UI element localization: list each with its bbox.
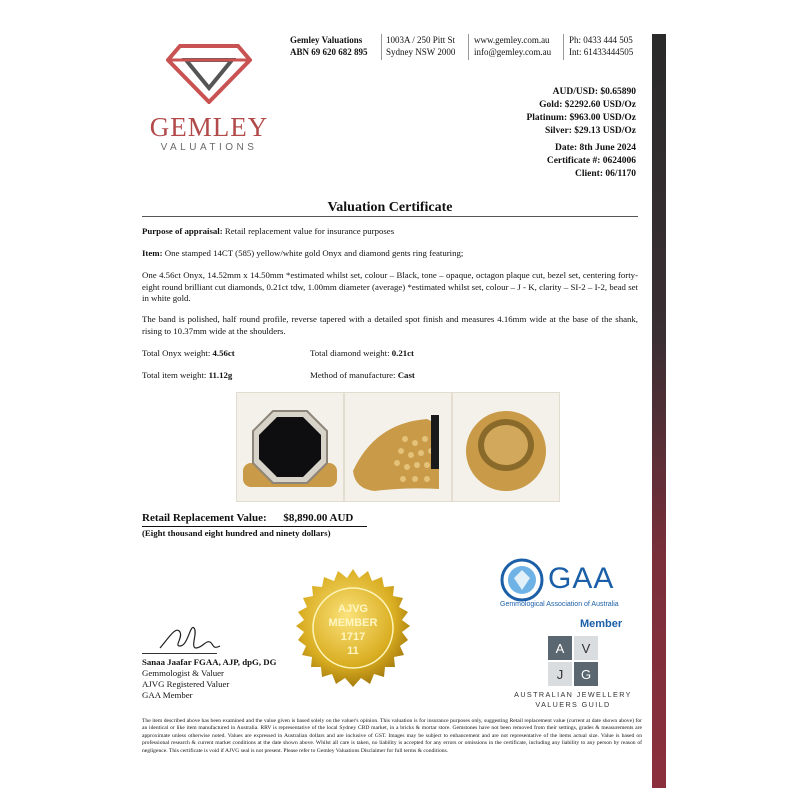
logo-subtitle: VALUATIONS (160, 142, 258, 153)
manufacture-method-label: Method of manufacture: (310, 370, 396, 380)
rate-gold: Gold: $2292.60 USD/Oz (539, 100, 636, 110)
signer-block (142, 657, 276, 701)
header-address (386, 34, 455, 58)
website-link[interactable]: www.gemley.com.au (474, 35, 550, 45)
signature-icon (150, 618, 230, 654)
header-divider (468, 34, 469, 60)
header-web (474, 34, 551, 58)
ring-back-photo (452, 392, 560, 502)
ajvg-letter-j: J (556, 667, 564, 682)
seal-line-3: 1717 (340, 631, 366, 643)
gaa-emblem-icon (500, 558, 544, 602)
item-weight-label: Total item weight: (142, 370, 207, 380)
header-company (290, 34, 368, 58)
purpose-line (142, 226, 638, 238)
cert-number: Certificate #: 0624006 (546, 156, 636, 166)
gaa-acronym: GAA (548, 562, 615, 595)
header-divider (381, 34, 382, 60)
item-label: Item: (142, 248, 163, 258)
ajvg-name-line-1: AUSTRALIAN JEWELLERY (514, 690, 632, 699)
retail-value-words: (Eight thousand eight hundred and ninety dollars) (142, 528, 331, 538)
seal-line-4: 11 (347, 645, 359, 657)
disclaimer-text: The item described above has been examined and the value given is based solely on the valuer's opinion. This valuation is for insurance purposes only, suggesting Retail replacement value (current at date shown above) for an identical or like item manufactured in Australia. RRV is representative of the local Sydney CBD market, in a bricks & mortar store. Gemstones have not been removed from their settings, grades & measurements are approximate unless otherwise noted. Values are expressed in Australian dollars and are inclusive of GST. Images may be subject to enhancement and are not representative of the items actual size. Value is based on professional research & current market conditions at the date shown above. Whilst all care is taken, no liability is accepted for any errors or omissions in the certificate, including any liability to any person by reason of negligence. This certificate is void if AJVG seal is not present. Please refer to Gemley Valuations Disclaimer for full terms & conditions. (142, 718, 642, 754)
address-line-2: Sydney NSW 2000 (386, 47, 456, 57)
rate-platinum: Platinum: $963.00 USD/Oz (526, 113, 636, 123)
retail-value-underline (142, 526, 367, 527)
company-name: Gemley Valuations (290, 35, 363, 45)
intl-number: Int: 61433444505 (569, 47, 634, 57)
item-line (142, 248, 638, 260)
retail-value-line (142, 512, 353, 524)
certificate-title: Valuation Certificate (327, 200, 453, 215)
description-paragraph-2: The band is polished, half round profile, reverse tapered with a detailed spot finish and measures 4.16mm wide at the base of the shank, rising to 10.37mm wide at the shoulders. (142, 314, 638, 336)
ajvg-letter-a: A (555, 641, 565, 656)
item-weight-value: 11.12g (208, 370, 233, 380)
client-number: Client: 06/1170 (575, 169, 636, 179)
gaa-full-name: Gemmological Association of Australia (500, 601, 619, 608)
seal-line-1: AJVG (338, 603, 368, 615)
onyx-weight-value: 4.56ct (212, 348, 235, 358)
gemley-logo (146, 42, 272, 153)
diamond-weight-label: Total diamond weight: (310, 348, 390, 358)
certificate-meta (547, 142, 636, 181)
diamond-logo-icon (166, 42, 252, 104)
purpose-value: Retail replacement value for insurance purposes (224, 226, 395, 236)
seal-line-2: MEMBER (328, 617, 378, 629)
ajvg-letter-v: V (581, 641, 591, 656)
phone-number: Ph: 0433 444 505 (569, 35, 633, 45)
header-divider (563, 34, 564, 60)
diamond-weight-value: 0.21ct (391, 348, 414, 358)
cert-date: Date: 8th June 2024 (554, 143, 636, 153)
address-line-1: 1003A / 250 Pitt St (386, 35, 456, 45)
purpose-label: Purpose of appraisal: (142, 226, 223, 236)
rate-silver: Silver: $29.13 USD/Oz (544, 126, 636, 136)
manufacture-method-value: Cast (397, 370, 415, 380)
retail-value-amount: $8,890.00 AUD (283, 512, 354, 524)
decorative-side-bar (652, 34, 666, 788)
item-value: One stamped 14CT (585) yellow/white gold Onyx and diamond gents ring featuring; (164, 248, 464, 258)
ajvg-logo-icon (548, 636, 598, 686)
header-phone (569, 34, 633, 58)
ajvg-name (508, 690, 638, 710)
item-weight (142, 370, 232, 380)
ajvg-name-line-2: VALUERS GUILD (535, 700, 611, 709)
description-paragraph-1: One 4.56ct Onyx, 14.52mm x 14.50mm *estimated whilst set, colour – Black, tone – opaque, octagon plaque cut, bezel set, centering forty-eight round brilliant cut diamonds, 0.21ct tdw, 1.00mm diameter (average) *estimated whilst set, colour – J - K, clarity – SI-2 – I-2, bead set in white gold. (142, 270, 638, 303)
ring-side-photo (344, 392, 452, 502)
ajvg-letter-g: G (580, 667, 592, 682)
logo-title: GEMLEY (149, 112, 269, 142)
ring-front-photo (236, 392, 344, 502)
email-link[interactable]: info@gemley.com.au (474, 47, 552, 57)
signer-role-2: AJVG Registered Valuer (142, 679, 230, 689)
diamond-weight (310, 348, 414, 358)
ajvg-gold-seal-icon (290, 568, 416, 694)
signer-role-1: Gemmologist & Valuer (142, 668, 224, 678)
metal-rates (526, 86, 636, 138)
rate-aud-usd: AUD/USD: $0.65890 (552, 87, 636, 97)
onyx-weight (142, 348, 235, 358)
gaa-member-label: Member (580, 618, 623, 630)
signature-line (142, 653, 217, 654)
company-abn: ABN 69 620 682 895 (290, 47, 368, 57)
manufacture-method (310, 370, 415, 380)
title-rule (142, 216, 638, 217)
retail-value-label: Retail Replacement Value: (142, 512, 267, 524)
onyx-weight-label: Total Onyx weight: (142, 348, 211, 358)
signer-role-3: GAA Member (142, 690, 193, 700)
signer-name: Sanaa Jaafar FGAA, AJP, dpG, DG (142, 657, 277, 667)
